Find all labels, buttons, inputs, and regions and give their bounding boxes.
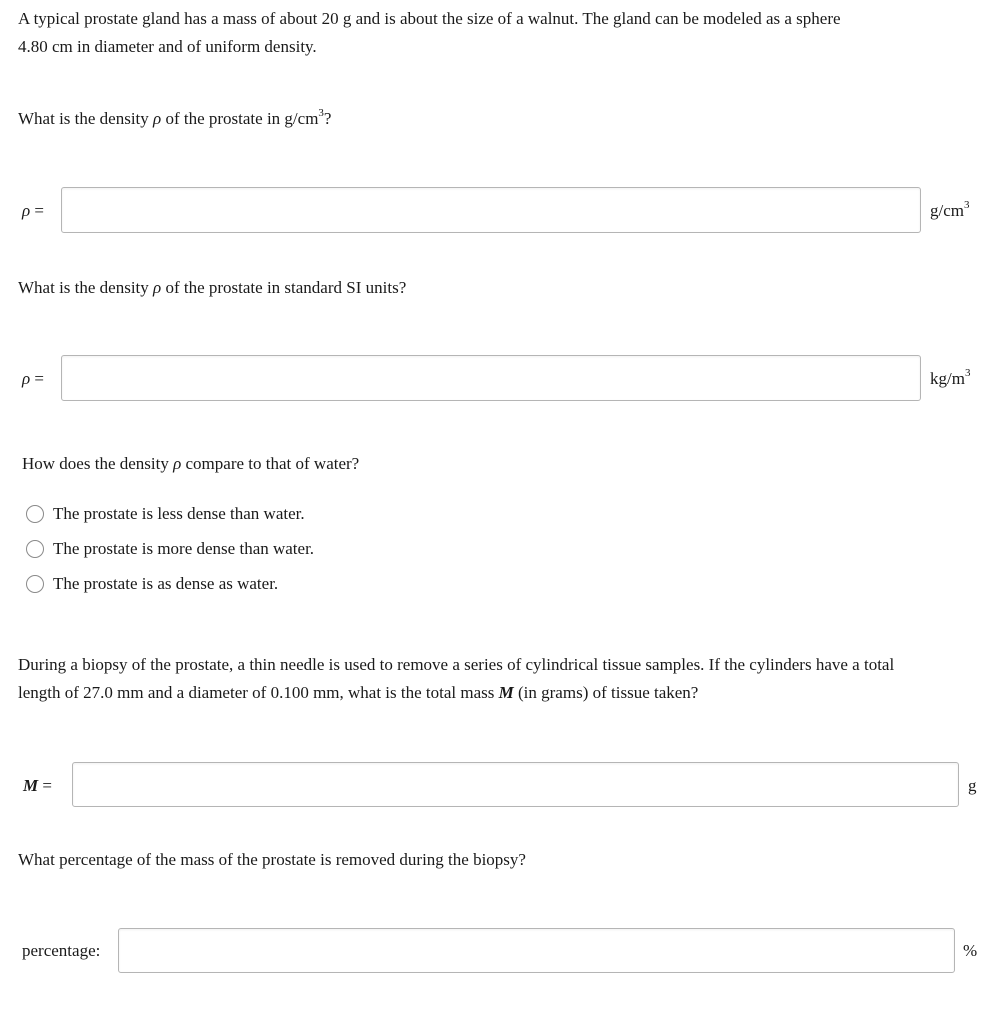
intro-line-2: 4.80 cm in diameter and of uniform density.: [18, 37, 317, 56]
answer-1-prefix: ρ =: [22, 201, 45, 220]
radio-option-less-dense[interactable]: [26, 503, 305, 525]
question-2-prompt: What is the density ρ of the prostate in standard SI units?: [18, 278, 407, 297]
rho-symbol: ρ: [153, 109, 162, 128]
question-3-prompt: How does the density ρ compare to that of water?: [22, 454, 360, 473]
answer-5-unit: %: [963, 941, 978, 960]
question-5-prompt: What percentage of the mass of the prostate is removed during the biopsy?: [18, 850, 526, 869]
question-1-prompt: What is the density ρ of the prostate in $g/cm^3$?: [18, 107, 332, 128]
question-4-line-1: During a biopsy of the prostate, a thin needle is used to remove a series of cylindrical tissue samples. If the cylinders have a total: [18, 655, 895, 674]
radio-option-more-dense[interactable]: [26, 538, 314, 560]
answer-4-prefix: M =: [23, 776, 52, 795]
radio-label[interactable]: The prostate is less dense than water.: [53, 504, 305, 523]
mass-symbol: M: [498, 683, 514, 702]
answer-1-unit: $g/cm^3$: [930, 199, 970, 220]
density-gcm3-input[interactable]: [61, 187, 921, 233]
question-4-line-2: length of 27.0 mm and a diameter of 0.100 mm, what is the total mass M (in grams) of tissue taken?: [18, 683, 699, 702]
biopsy-mass-input[interactable]: [72, 762, 959, 807]
answer-2-unit: $kg/m^3$: [930, 367, 971, 388]
answer-5-prefix: percentage:: [22, 941, 101, 960]
answer-2-prefix: ρ =: [22, 369, 45, 388]
answer-4-unit: g: [968, 776, 977, 795]
rho-symbol: ρ: [173, 454, 182, 473]
radio-label[interactable]: The prostate is more dense than water.: [53, 539, 315, 558]
radio-button[interactable]: [26, 505, 44, 523]
density-si-input[interactable]: [61, 355, 921, 401]
radio-button[interactable]: [26, 575, 44, 593]
radio-label[interactable]: The prostate is as dense as water.: [53, 574, 279, 593]
radio-button[interactable]: [26, 540, 44, 558]
rho-symbol: ρ: [153, 278, 162, 297]
radio-option-as-dense[interactable]: [26, 573, 278, 595]
percentage-input[interactable]: [118, 928, 955, 973]
intro-line-1: A typical prostate gland has a mass of about 20 g and is about the size of a walnut. The gland can be modeled as a sphere: [18, 9, 841, 28]
